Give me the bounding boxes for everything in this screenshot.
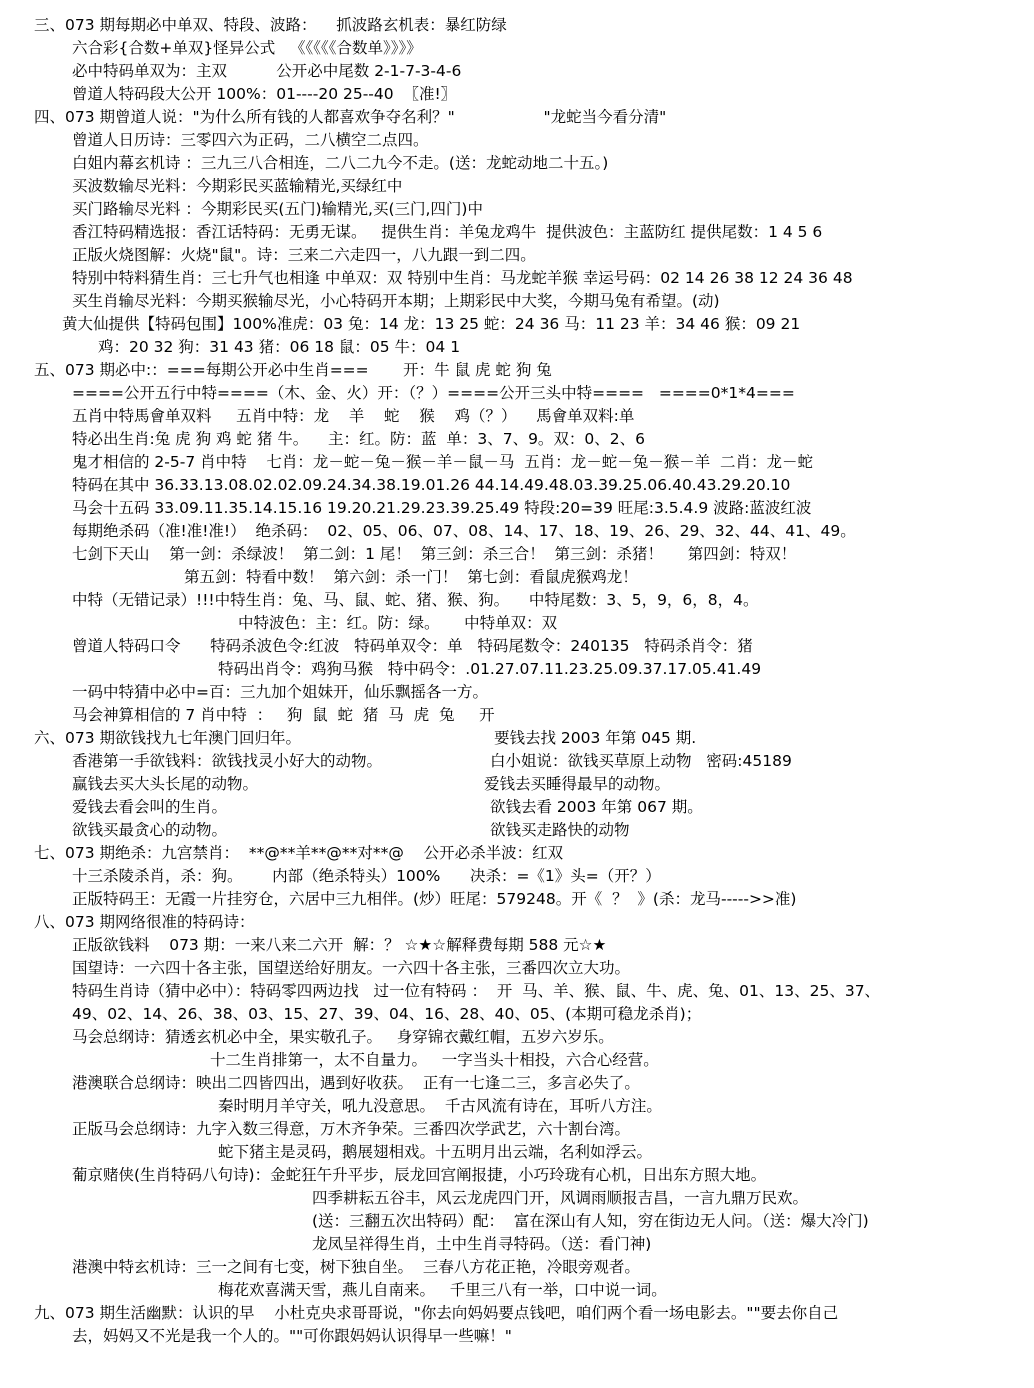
line-13: 买生肖输尽光料：今期买猴输尽光，小心特码开本期；上期彩民中大奖，今期马兔有希望。(动) bbox=[72, 292, 720, 310]
line-16: 五、073 期必中:：===每期公开必中生肖=== 开：牛 鼠 虎 蛇 狗 兔 bbox=[34, 361, 552, 379]
line-46: 十二生肖排第一，太不自量力。 一字当头十相投，六合心经营。 bbox=[210, 1051, 659, 1069]
line-4: 曾道人特码段大公开 100%：01----20 25--40 〖准!〗 bbox=[72, 85, 457, 103]
line-57: 九、073 期生活幽默：认识的早 小杜克央求哥哥说，"你去向妈妈要点钱吧，咱们两个看一场电影去。""要去你自己 bbox=[34, 1304, 839, 1322]
line-32-left: 六、073 期欲钱找九七年澳门回归年。 bbox=[34, 729, 302, 747]
line-18: 五肖中特馬會单双料 五肖中特：龙 羊 蛇 猴 鸡（？） 馬會单双料:单 bbox=[72, 407, 635, 425]
line-55: 港澳中特玄机诗：三一之间有七变，树下独自坐。 三春八方花正艳，冷眼旁观者。 bbox=[72, 1258, 640, 1276]
line-6: 曾道人日历诗：三零四六为正码，二八横空二点四。 bbox=[72, 131, 429, 149]
line-36-right: 欲钱买走路快的动物 bbox=[490, 821, 630, 839]
line-43: 特码生肖诗（猜中必中）：特码零四两边找 过一位有特码 ： 开 马、羊、猴、鼠、牛、虎、兔、01、13、25、37、 bbox=[72, 982, 881, 1000]
line-48: 秦时明月羊守关，吼九没意思。 千古风流有诗在，耳听八方注。 bbox=[218, 1097, 662, 1115]
line-54: 龙凤呈祥得生肖，土中生肖寻特码。（送：看门神) bbox=[312, 1235, 652, 1253]
line-8: 买波数输尽光料：今期彩民买蓝输精光,买绿红中 bbox=[72, 177, 403, 195]
line-3: 必中特码单双为：主双 公开必中尾数 2-1-7-3-4-6 bbox=[72, 62, 462, 80]
line-35-left: 爱钱去看会叫的生肖。 bbox=[72, 798, 228, 816]
line-34-left: 赢钱去买大头长尾的动物。 bbox=[72, 775, 259, 793]
line-14: 黄大仙提供【特码包围】100%准虎：03 兔：14 龙：13 25 蛇：24 36 马：11 23 羊：34 46 猴：09 21 bbox=[62, 315, 801, 333]
line-15: 鸡：20 32 狗：31 43 猪：06 18 鼠：05 牛：04 1 bbox=[98, 338, 461, 356]
line-17: ====公开五行中特====（木、金、火）开：（？）====公开三头中特==== ====0*1*4=== bbox=[72, 384, 795, 402]
line-58: 去，妈妈又不光是我一个人的。""可你跟妈妈认识得早一些嘛！" bbox=[72, 1327, 512, 1345]
line-28: 曾道人特码口令 特码杀波色令:红波 特码单双令：单 特码尾数令：240135 特码杀肖令：猪 bbox=[72, 637, 753, 655]
line-31: 马会神算相信的 7 肖中特 ： 狗 鼠 蛇 猪 马 虎 兔 开 bbox=[72, 706, 495, 724]
line-38: 十三杀陵杀肖，杀：狗。 内部（绝杀特头）100% 决杀：=《1》头=（开？） bbox=[72, 867, 661, 885]
line-10: 香江特码精选报：香江话特码：无勇无谋。 提供生肖：羊兔龙鸡牛 提供波色：主蓝防红 提供尾数：1 4 5 6 bbox=[72, 223, 823, 241]
line-5: 四、073 期曾道人说："为什么所有钱的人都喜欢争夺名利？" "龙蛇当今看分清" bbox=[34, 108, 667, 126]
line-22: 马会十五码 33.09.11.35.14.15.16 19.20.21.29.23.39.25.49 特段:20=39 旺尾:3.5.4.9 波路:蓝波红波 bbox=[72, 499, 812, 517]
line-45: 马会总纲诗：猜透玄机必中全，果实敬孔子。 身穿锦衣戴红帽，五岁六岁乐。 bbox=[72, 1028, 614, 1046]
line-23: 每期绝杀码（准!准!准!） 绝杀码： 02、05、06、07、08、14、17、18、19、26、29、32、44、41、49。 bbox=[72, 522, 856, 540]
line-40: 八、073 期网络很准的特码诗： bbox=[34, 913, 255, 931]
line-49: 正版马会总纲诗：九字入数三得意，万木齐争荣。三番四次学武艺，六十割台湾。 bbox=[72, 1120, 631, 1138]
line-41: 正版欲钱料 073 期：一来八来二六开 解：？ ☆★☆解释费每期 588 元☆★ bbox=[72, 936, 607, 954]
line-24: 七剑下天山 第一剑：杀绿波！ 第二剑：1 尾！ 第三剑：杀三合！ 第三剑：杀猪！ 第四剑：特双！ bbox=[72, 545, 797, 563]
line-29: 特码出肖令：鸡狗马猴 特中码令：.01.27.07.11.23.25.09.37.17.05.41.49 bbox=[218, 660, 762, 678]
line-36-left: 欲钱买最贪心的动物。 bbox=[72, 821, 228, 839]
line-27: 中特波色：主：红。防：绿。 中特单双：双 bbox=[238, 614, 558, 632]
line-33-right: 白小姐说：欲钱买草原上动物 密码:45189 bbox=[490, 752, 792, 770]
line-42: 国望诗：一六四十各主张，国望送给好朋友。一六四十各主张，三番四次立大功。 bbox=[72, 959, 631, 977]
line-50: 蛇下猪主是灵码，鹅展翅相戏。十五明月出云端，名利如浮云。 bbox=[218, 1143, 653, 1161]
line-1: 三、073 期每期必中单双、特段、波路： 抓波路玄机表：暴红防绿 bbox=[34, 16, 507, 34]
line-51: 葡京赌侠(生肖特码八句诗)：金蛇狂午升平步，辰龙回宫阐报捷，小巧玲珑有心机，日出东方照大地。 bbox=[72, 1166, 767, 1184]
line-52: 四季耕耘五谷丰，风云龙虎四门开，风调雨顺报吉昌，一言九鼎万民欢。 bbox=[312, 1189, 809, 1207]
line-7: 白姐内幕玄机诗 ：三九三八合相连，二八二九今不走。(送：龙蛇动地二十五。) bbox=[72, 154, 609, 172]
line-35-right: 欲钱去看 2003 年第 067 期。 bbox=[490, 798, 703, 816]
line-11: 正版火烧图解：火烧"鼠"。诗：三来二六走四一，八九跟一到二四。 bbox=[72, 246, 536, 264]
line-32-right: 要钱去找 2003 年第 045 期. bbox=[494, 729, 697, 747]
line-2: 六合彩{合数+单双}怪异公式 《《《《《合数单》》》》 bbox=[72, 39, 422, 57]
line-30: 一码中特猜中必中=百：三九加个姐妹开，仙乐飘摇各一方。 bbox=[72, 683, 488, 701]
line-56: 梅花欢喜满天雪，燕儿自南来。 千里三八有一举，口中说一词。 bbox=[218, 1281, 667, 1299]
line-33-left: 香港第一手欲钱料：欲钱找灵小好大的动物。 bbox=[72, 752, 383, 770]
line-19: 特必出生肖:兔 虎 狗 鸡 蛇 猪 牛。 主：红。防：蓝 单：3、7、9。双：0、2、6 bbox=[72, 430, 646, 448]
line-37: 七、073 期绝杀：九宫禁肖： **@**羊**@**对**@ 公开必杀半波：红双 bbox=[34, 844, 564, 862]
line-47: 港澳联合总纲诗：映出二四皆四出，遇到好收获。 正有一七逢二三，多言必失了。 bbox=[72, 1074, 640, 1092]
line-26: 中特（无错记录）!!!中特生肖：兔、马、鼠、蛇、猪、猴、狗。 中特尾数：3、5，9，6，8，4。 bbox=[72, 591, 759, 609]
line-53: (送：三翻五次出特码）配： 富在深山有人知，穷在街边无人问。（送：爆大冷门) bbox=[312, 1212, 869, 1230]
line-44: 49、02、14、26、38、03、15、27、39、04、16、28、40、05、(本期可稳龙杀肖)； bbox=[72, 1005, 702, 1023]
line-34-right: 爱钱去买睡得最早的动物。 bbox=[484, 775, 671, 793]
line-21: 特码在其中 36.33.13.08.02.02.09.24.34.38.19.01.26 44.14.49.48.03.39.25.06.40.43.29.20.10 bbox=[72, 476, 791, 494]
line-25: 第五剑：特看中数！ 第六剑：杀一门！ 第七剑：看鼠虎猴鸡龙！ bbox=[184, 568, 638, 586]
line-39: 正版特码王：无霞一片挂穷仓，六居中三九相伴。(炒）旺尾：579248。开《 ？ 》(杀：龙马----->>准) bbox=[72, 890, 797, 908]
line-9: 买门路输尽光料 ：今期彩民买(五门)输精光,买(三门,四门)中 bbox=[72, 200, 483, 218]
line-12: 特别中特料猜生肖：三七升气也相逢 中单双：双 特别中生肖：马龙蛇羊猴 幸运号码：02 14 26 38 12 24 36 48 bbox=[72, 269, 853, 287]
line-20: 鬼才相信的 2-5-7 肖中特 七肖：龙－蛇－兔－猴－羊－鼠－马 五肖：龙－蛇－兔－猴－羊 二肖：龙－蛇 bbox=[72, 453, 814, 471]
